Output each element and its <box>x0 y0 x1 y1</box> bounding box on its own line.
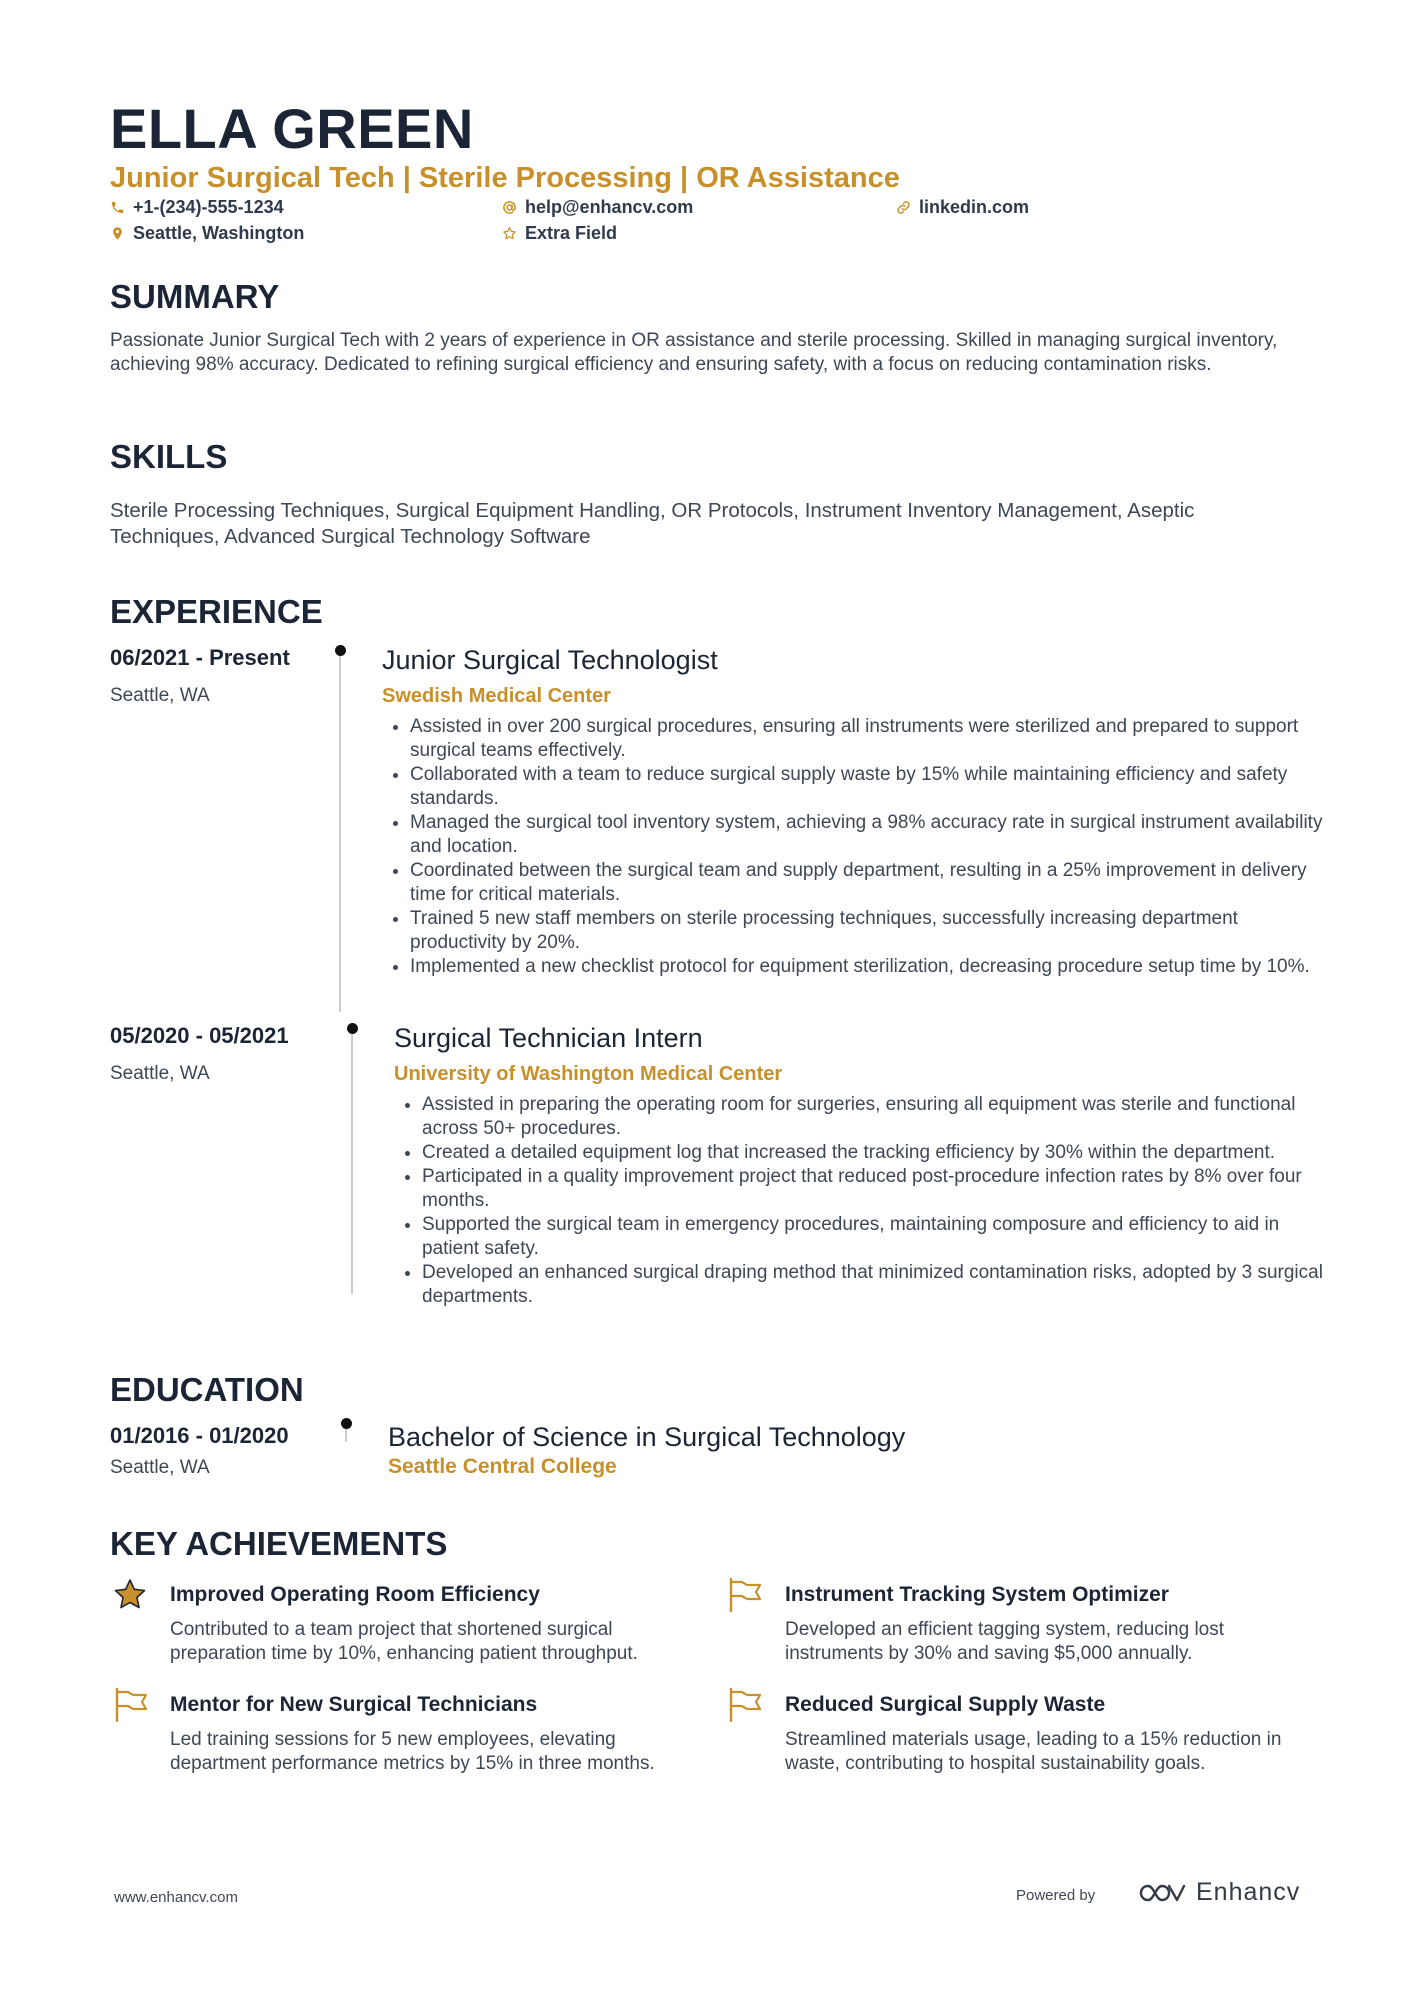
experience-heading: EXPERIENCE <box>110 593 323 630</box>
at-sign-icon <box>502 200 517 215</box>
enhancv-logo-icon <box>1138 1881 1186 1905</box>
education-heading: EDUCATION <box>110 1371 304 1408</box>
candidate-name: ELLA GREEN <box>110 97 474 160</box>
location-text: Seattle, Washington <box>133 223 305 243</box>
job-dates: 06/2021 - Present <box>110 645 290 670</box>
extra-field-text: Extra Field <box>525 223 618 243</box>
achievement-description: Streamlined materials usage, leading to a 15% reduction in waste, contributing to hospital sustainability goals. <box>785 1729 1282 1774</box>
job-title: Surgical Technician Intern <box>394 1023 703 1053</box>
summary-heading: SUMMARY <box>110 278 280 315</box>
education-location: Seattle, WA <box>110 1457 210 1478</box>
job-bullet: • Assisted in preparing the operating room for surgeries, ensuring all equipment was sterile and functional across 50+ procedures. <box>422 1093 1330 1141</box>
skills-text: Sterile Processing Techniques, Surgical Equipment Handling, OR Protocols, Instrument Inventory Management, Aseptic Techniques, Advanced Surgical Technology Software <box>110 499 1195 548</box>
job-bullet: • Assisted in over 200 surgical procedures, ensuring all instruments were sterilized and prepared to support surgical teams effectively. <box>410 715 1330 763</box>
job-title: Junior Surgical Technologist <box>382 645 718 675</box>
achievement-description: Contributed to a team project that shortened surgical preparation time by 10%, enhancing patient throughput. <box>170 1619 638 1664</box>
location-pin-icon <box>110 226 125 241</box>
timeline-dot <box>341 1418 352 1429</box>
job-bullet: • Trained 5 new staff members on sterile processing techniques, successfully increasing department productivity by 20%. <box>410 907 1330 955</box>
achievements-heading: KEY ACHIEVEMENTS <box>110 1525 448 1562</box>
achievement-title: Improved Operating Room Efficiency <box>170 1583 540 1606</box>
contact-extra <box>502 222 617 244</box>
phone-text[interactable]: +1-(234)-555-1234 <box>133 197 284 217</box>
link-icon <box>896 200 911 215</box>
timeline-line <box>351 1032 353 1294</box>
enhancv-logo[interactable] <box>1138 1878 1300 1907</box>
linkedin-text[interactable]: linkedin.com <box>919 197 1030 217</box>
job-bullet: • Participated in a quality improvement project that reduced post-procedure infection rates by 8% over four months. <box>422 1165 1330 1213</box>
summary-text: Passionate Junior Surgical Tech with 2 years of experience in OR assistance and sterile processing. Skilled in managing surgical inventory, achieving 98% accuracy. Dedicated to refining surgical efficiency and ensuring safety, with a focus on reducing contamination risks. <box>110 330 1278 375</box>
footer-url[interactable]: www.enhancv.com <box>114 1889 238 1906</box>
brand-name: Enhancv <box>1196 1878 1301 1906</box>
achievement-description: Developed an efficient tagging system, reducing lost instruments by 30% and saving $5,000 annually. <box>785 1619 1225 1664</box>
job-bullet-list <box>382 715 1330 979</box>
star-icon <box>112 1577 152 1613</box>
skills-heading: SKILLS <box>110 438 228 475</box>
education-school: Seattle Central College <box>388 1455 617 1478</box>
contact-linkedin <box>896 196 1029 218</box>
contact-phone <box>110 196 284 218</box>
phone-icon <box>110 200 125 215</box>
achievement-description: Led training sessions for 5 new employees, elevating department performance metrics by 15% in three months. <box>170 1729 655 1774</box>
job-bullet: • Developed an enhanced surgical draping method that minimized contamination risks, adopted by 3 surgical departments. <box>422 1261 1330 1309</box>
job-location: Seattle, WA <box>110 1063 210 1084</box>
education-degree: Bachelor of Science in Surgical Technology <box>388 1422 906 1452</box>
candidate-headline: Junior Surgical Tech | Sterile Processing | OR Assistance <box>110 162 900 194</box>
timeline-dot <box>347 1023 358 1034</box>
job-dates: 05/2020 - 05/2021 <box>110 1023 289 1048</box>
job-bullet: • Created a detailed equipment log that increased the tracking efficiency by 30% within the department. <box>422 1141 1330 1165</box>
job-company: Swedish Medical Center <box>382 685 611 707</box>
powered-by-label: Powered by <box>1016 1887 1096 1904</box>
flag-icon <box>726 1687 766 1723</box>
job-location: Seattle, WA <box>110 685 210 706</box>
job-company: University of Washington Medical Center <box>394 1063 783 1085</box>
timeline-line <box>339 654 341 1012</box>
contact-email <box>502 196 693 218</box>
flag-icon <box>726 1577 766 1613</box>
education-dates: 01/2016 - 01/2020 <box>110 1423 289 1448</box>
achievement-title: Instrument Tracking System Optimizer <box>785 1583 1169 1606</box>
job-bullet: • Implemented a new checklist protocol for equipment sterilization, decreasing procedure setup time by 10%. <box>410 955 1330 979</box>
job-bullet-list <box>394 1093 1330 1309</box>
star-outline-icon <box>502 226 517 241</box>
job-bullet: • Collaborated with a team to reduce surgical supply waste by 15% while maintaining efficiency and safety standards. <box>410 763 1330 811</box>
achievement-title: Reduced Surgical Supply Waste <box>785 1693 1106 1716</box>
email-text[interactable]: help@enhancv.com <box>525 197 694 217</box>
job-bullet: • Managed the surgical tool inventory system, achieving a 98% accuracy rate in surgical instrument availability and location. <box>410 811 1330 859</box>
achievement-title: Mentor for New Surgical Technicians <box>170 1693 538 1716</box>
flag-icon <box>112 1687 152 1723</box>
job-bullet: • Coordinated between the surgical team and supply department, resulting in a 25% improvement in delivery time for critical materials. <box>410 859 1330 907</box>
timeline-dot <box>335 645 346 656</box>
contact-location <box>110 222 304 244</box>
job-bullet: • Supported the surgical team in emergency procedures, maintaining composure and efficiency to aid in patient safety. <box>422 1213 1330 1261</box>
